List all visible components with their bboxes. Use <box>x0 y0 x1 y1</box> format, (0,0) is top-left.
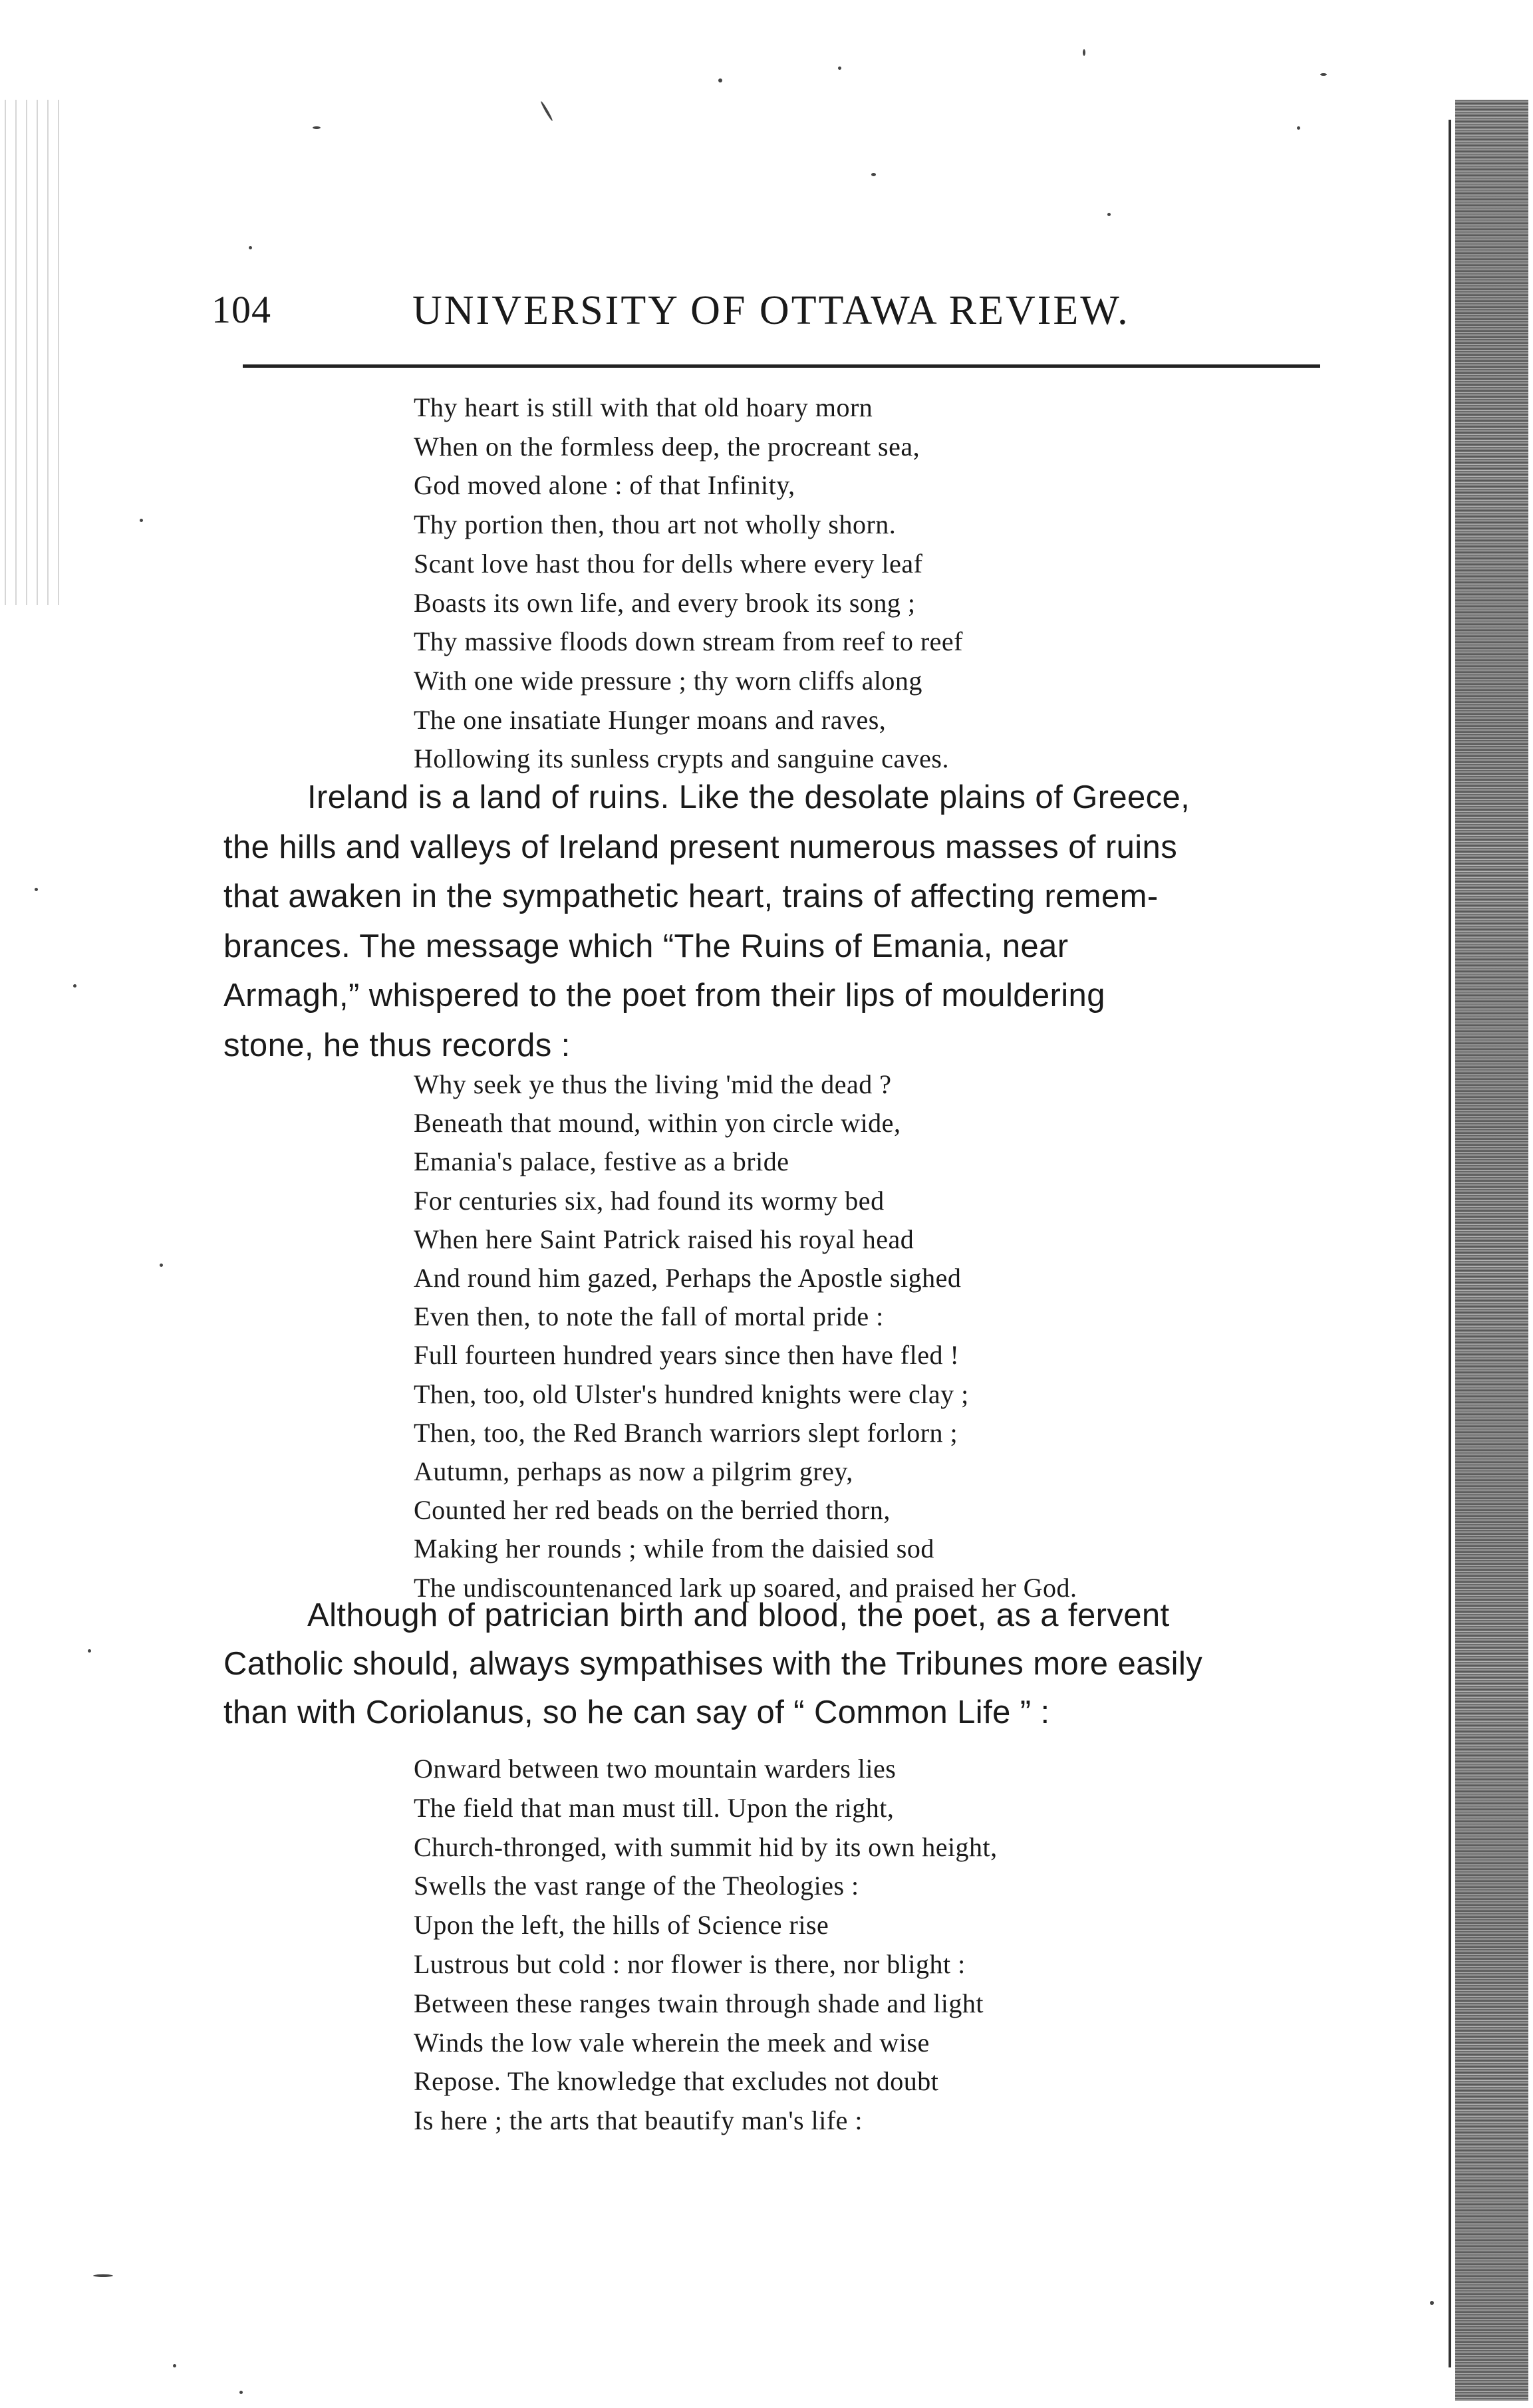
verse-line: Autumn, perhaps as now a pilgrim grey, <box>414 1456 853 1487</box>
scan-speckle <box>249 246 252 249</box>
prose-line: stone, he thus records : <box>223 1027 571 1063</box>
verse-line: The field that man must till. Upon the right, <box>414 1792 895 1823</box>
verse-line: For centuries six, had found its wormy bed <box>414 1185 885 1216</box>
scan-speckle <box>93 2274 113 2277</box>
verse-line: Swells the vast range of the Theologies : <box>414 1871 859 1901</box>
verse-line: Scant love hast thou for dells where every leaf <box>414 548 923 579</box>
scan-speckle <box>173 2364 176 2367</box>
scan-speckle <box>88 1649 91 1653</box>
scan-speckle <box>871 173 876 176</box>
scan-edge-line <box>1449 120 1451 2367</box>
prose-line: that awaken in the sympathetic heart, trains of affecting remem- <box>223 878 1159 914</box>
verse-line: Thy massive floods down stream from reef to reef <box>414 626 963 657</box>
scan-speckle <box>838 67 841 70</box>
scan-speckle <box>718 78 722 82</box>
prose-line: than with Coriolanus, so he can say of “ Common Life ” : <box>223 1694 1050 1730</box>
verse-line: God moved alone : of that Infinity, <box>414 470 795 501</box>
verse-line: When here Saint Patrick raised his royal head <box>414 1224 914 1254</box>
header-rule <box>243 364 1320 368</box>
verse-block-3 <box>414 1750 998 2141</box>
verse-line: Church-thronged, with summit hid by its own height, <box>414 1831 998 1862</box>
scan-speckle <box>160 1264 163 1267</box>
verse-line: Onward between two mountain warders lies <box>414 1754 897 1784</box>
verse-line: Why seek ye thus the living 'mid the dead ? <box>414 1069 892 1099</box>
scan-speckle <box>313 126 321 129</box>
prose-line: the hills and valleys of Ireland present numerous masses of ruins <box>223 829 1178 865</box>
verse-line: The one insatiate Hunger moans and raves, <box>414 704 887 735</box>
verse-line: Counted her red beads on the berried thorn, <box>414 1495 891 1526</box>
verse-line: With one wide pressure ; thy worn cliffs along <box>414 665 922 696</box>
running-title: UNIVERSITY OF OTTAWA REVIEW. <box>412 288 1130 333</box>
verse-line: When on the formless deep, the procreant sea, <box>414 431 920 462</box>
scan-speckle <box>73 984 76 988</box>
verse-line: Beneath that mound, within yon circle wide, <box>414 1108 901 1138</box>
verse-line: Even then, to note the fall of mortal pride : <box>414 1301 884 1332</box>
verse-line: And round him gazed, Perhaps the Apostle sighed <box>414 1263 962 1293</box>
prose-line: Armagh,” whispered to the poet from their lips of mouldering <box>223 978 1105 1013</box>
scan-speckle <box>540 100 553 121</box>
scan-speckle <box>140 519 143 522</box>
verse-line: Between these ranges twain through shade and light <box>414 1988 984 2018</box>
verse-line: Then, too, the Red Branch warriors slept forlorn ; <box>414 1417 958 1448</box>
scan-edge-binding <box>1455 100 1528 2401</box>
prose-paragraph-2 <box>223 1591 1202 1737</box>
verse-line: Emania's palace, festive as a bride <box>414 1146 789 1177</box>
prose-line: Catholic should, always sympathises with the Tribunes more easily <box>223 1646 1203 1682</box>
scan-speckle <box>1107 213 1111 216</box>
verse-line: The undiscountenanced lark up soared, and praised her God. <box>414 1572 1077 1603</box>
page-number: 104 <box>211 288 271 331</box>
scan-speckle <box>35 888 38 891</box>
scan-speckle <box>1320 73 1327 76</box>
scan-speckle <box>239 2391 243 2394</box>
verse-block-1 <box>414 388 963 779</box>
scan-speckle <box>1297 126 1300 130</box>
scan-speckle <box>1430 2301 1434 2305</box>
prose-line: Ireland is a land of ruins. Like the desolate plains of Greece, <box>307 779 1190 815</box>
verse-line: Then, too, old Ulster's hundred knights were clay ; <box>414 1379 969 1409</box>
verse-line: Thy portion then, thou art not wholly shorn. <box>414 509 897 540</box>
verse-line: Repose. The knowledge that excludes not doubt <box>414 2066 939 2097</box>
prose-paragraph-1 <box>223 773 1190 1070</box>
verse-line: Winds the low vale wherein the meek and wise <box>414 2027 930 2058</box>
prose-line: brances. The message which “The Ruins of Emania, near <box>223 928 1069 964</box>
verse-line: Lustrous but cold : nor flower is there, nor blight : <box>414 1948 966 1979</box>
verse-block-2 <box>414 1065 1077 1607</box>
prose-line: Although of patrician birth and blood, the poet, as a fervent <box>307 1597 1170 1633</box>
verse-line: Upon the left, the hills of Science rise <box>414 1910 829 1940</box>
verse-line: Making her rounds ; while from the daisied sod <box>414 1534 934 1564</box>
verse-line: Is here ; the arts that beautify man's life : <box>414 2105 863 2136</box>
scan-speckle <box>1083 49 1085 56</box>
verse-line: Full fourteen hundred years since then have fled ! <box>414 1340 960 1371</box>
verse-line: Thy heart is still with that old hoary morn <box>414 392 873 422</box>
verse-line: Hollowing its sunless crypts and sanguine caves. <box>414 743 949 774</box>
verse-line: Boasts its own life, and every brook its song ; <box>414 587 916 618</box>
scan-noise-left <box>0 100 67 605</box>
